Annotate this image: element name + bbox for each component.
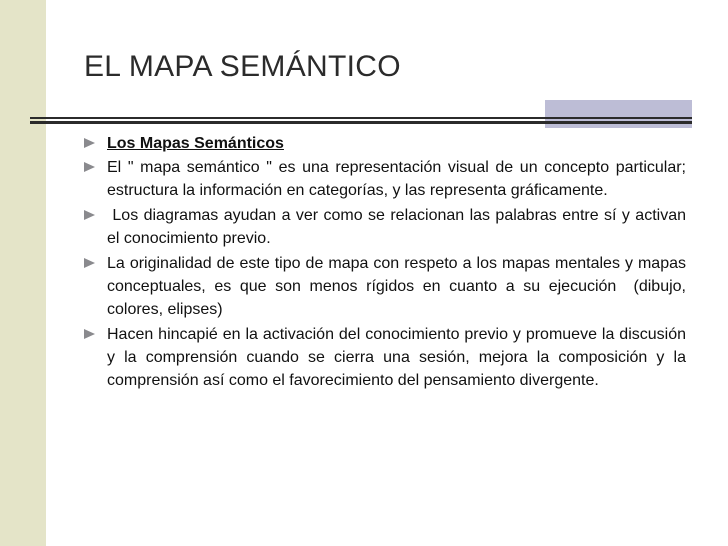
bullet-item <box>83 252 691 321</box>
bullet-item <box>83 323 686 392</box>
bullet-text: Los Mapas Semánticos <box>107 135 284 152</box>
bullet-text: Los diagramas ayudan a ver como se relacionan las palabras entre sí y activan el conocimiento previo. <box>107 207 691 247</box>
triangle-bullet-icon <box>84 258 95 268</box>
title-divider-thick <box>30 121 692 124</box>
triangle-bullet-icon <box>84 162 95 172</box>
triangle-bullet-icon <box>84 138 95 148</box>
title-divider-thin <box>30 117 692 119</box>
triangle-bullet-icon <box>84 329 95 339</box>
bullet-text: Hacen hincapié en la activación del conocimiento previo y promueve la discusión y la comprensión cuando se cierra una sesión, mejora la composición y la comprensión así como el favorecimiento del pensamiento divergente. <box>107 326 686 389</box>
left-decorative-band <box>0 0 46 546</box>
bullet-item <box>83 204 691 250</box>
bullet-item <box>83 156 686 202</box>
bullet-list <box>83 132 691 392</box>
bullet-text: El " mapa semántico " es una representación visual de un concepto particular; estructura la información en categorías, y las representa gráficamente. <box>107 159 686 199</box>
bullet-text: La originalidad de este tipo de mapa con respeto a los mapas mentales y mapas conceptuales, es que son menos rígidos en cuanto a su ejecución (dibujo, colores, elipses) <box>107 255 691 318</box>
bullet-item-heading <box>83 132 686 155</box>
triangle-bullet-icon <box>84 210 95 220</box>
slide-title: EL MAPA SEMÁNTICO <box>84 50 401 83</box>
